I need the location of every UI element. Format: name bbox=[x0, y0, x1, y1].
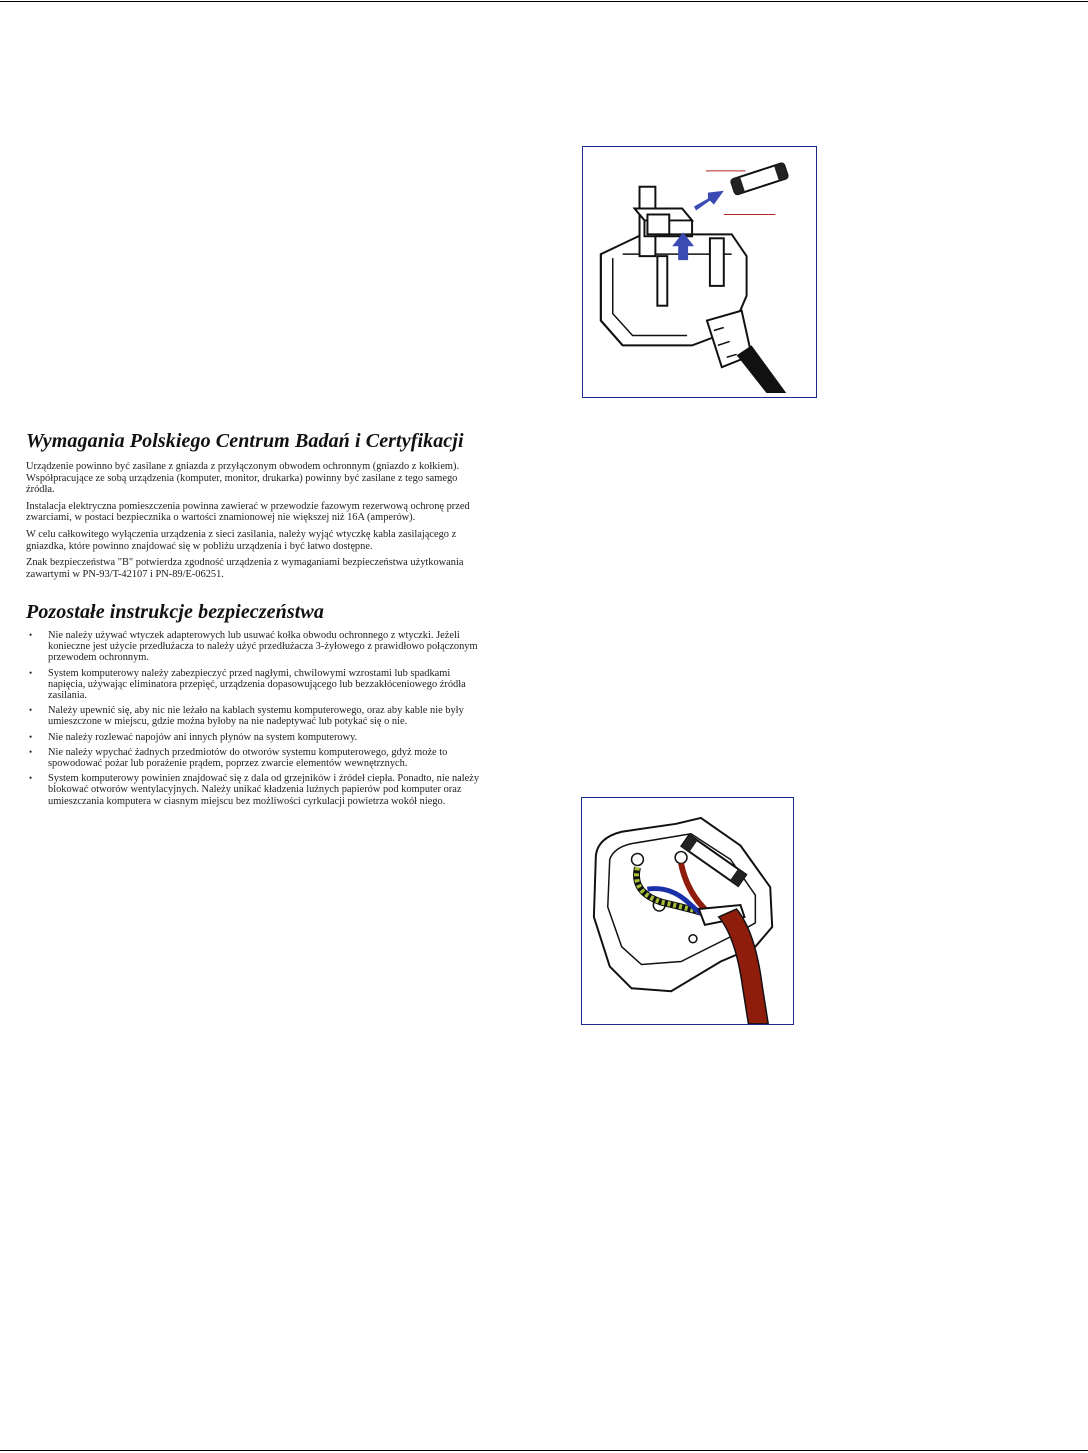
arrow-right-icon bbox=[694, 191, 724, 211]
paragraph: Znak bezpieczeństwa "B" potwierdza zgodność urządzenia z wymaganiami bezpieczeństwa użytkowania zawartymi w PN-93/T-42107 i PN-89/E-06251. bbox=[26, 557, 464, 580]
section-heading-other-safety: Pozostałe instrukcje bezpieczeństwa bbox=[26, 601, 324, 623]
list-item-text: Należy upewnić się, aby nic nie leżało na kablach systemu komputerowego, oraz aby kable nie były umieszczone w miejscu, gdzie można byłoby na nie nadeptywać lub potykać się o nie. bbox=[48, 705, 464, 728]
list-item-text: Nie należy rozlewać napojów ani innych płynów na system komputerowy. bbox=[48, 731, 358, 743]
list-item bbox=[26, 630, 481, 664]
bullet-icon: • bbox=[29, 746, 33, 757]
plug-wiring-figure bbox=[581, 797, 794, 1025]
bullet-icon: • bbox=[29, 773, 33, 784]
bullet-icon: • bbox=[29, 630, 33, 640]
section-heading-pcbc: Wymagania Polskiego Centrum Badań i Certyfikacji bbox=[26, 430, 464, 452]
fuse-replacement-figure bbox=[582, 146, 817, 398]
fuse-replacement-illustration bbox=[583, 147, 816, 397]
bullet-icon: • bbox=[29, 705, 33, 716]
bottom-rule bbox=[0, 1450, 1088, 1451]
plug-wiring-illustration bbox=[582, 798, 793, 1024]
paragraph: Instalacja elektryczna pomieszczenia powinna zawierać w przewodzie fazowym rezerwową ochronę przed zwarciami, w postaci bezpiecznika o wartości znamionowej nie większej niż 16A (amperów). bbox=[26, 500, 470, 524]
pcbc-requirements-text bbox=[26, 461, 481, 585]
bullet-icon: • bbox=[29, 667, 33, 678]
list-item-text: System komputerowy powinien znajdować się z dala od grzejników i źródeł ciepła. Ponadto, nie należy blokować otworów wentylacyjnych. Należy unikać kładzenia luźnych papierów pod komputer oraz umieszczania komputera w ciasnym miejscu bez możliwości cyrkulacji powietrza wokół niego. bbox=[48, 773, 480, 807]
list-item bbox=[26, 747, 481, 769]
bullet-icon: • bbox=[29, 731, 33, 742]
top-rule bbox=[0, 1, 1088, 2]
list-item-text: System komputerowy należy zabezpieczyć przed nagłymi, chwilowymi wzrostami lub spadkami napięcia, używając eliminatora przepięć, urządzenia dopasowującego lub bezzakłóceniowego źródła zasilania. bbox=[48, 667, 466, 702]
paragraph: Urządzenie powinno być zasilane z gniazda z przyłączonym obwodem ochronnym (gniazdo z kołkiem). Współpracujące ze sobą urządzenia (komputer, monitor, drukarka) powinny być zasilane z tego samego źródła. bbox=[26, 461, 460, 496]
list-item-text: Nie należy używać wtyczek adapterowych lub usuwać kołka obwodu ochronnego z wtyczki. Jeżeli konieczne jest użycie przedłużacza to należy użyć przedłużacza 3-żyłowego z prawidłowo połączonym przewodem ochronnym. bbox=[48, 630, 478, 664]
list-item bbox=[26, 773, 481, 807]
paragraph: W celu całkowitego wyłączenia urządzenia z sieci zasilania, należy wyjąć wtyczkę kabla zasilającego z gniazdka, które powinno znajdować się w pobliżu urządzenia i być łatwo dostępne. bbox=[26, 528, 457, 552]
safety-instructions-list bbox=[26, 630, 481, 811]
list-item bbox=[26, 732, 481, 743]
list-item bbox=[26, 668, 481, 702]
list-item bbox=[26, 705, 481, 727]
list-item-text: Nie należy wpychać żadnych przedmiotów do otworów systemu komputerowego, gdyż może to spowodować pożar lub porażenie prądem, poprzez zwarcie elementów wewnętrznych. bbox=[48, 746, 448, 770]
